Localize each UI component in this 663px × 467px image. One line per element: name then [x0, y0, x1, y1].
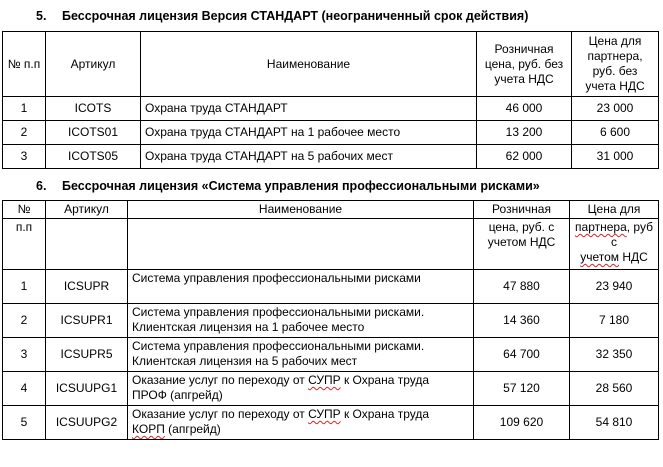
row-name-line2: (апгрейд)	[164, 422, 221, 436]
header-name: Наименование	[141, 32, 477, 97]
table-header-row	[3, 32, 659, 97]
header-retail: Розничная цена, руб. без учета НДС	[477, 32, 572, 97]
header-article: Артикул	[46, 201, 128, 219]
row-article: ICSUUPG2	[46, 406, 128, 440]
row-num: 3	[3, 145, 46, 169]
row-name-line1: Система управления профессиональными рисками	[132, 271, 421, 285]
row-name: Охрана труда СТАНДАРТ на 1 рабочее место	[141, 121, 477, 145]
row-retail: 64 700	[474, 338, 570, 372]
row-retail: 13 200	[477, 121, 572, 145]
row-num: 3	[3, 338, 46, 372]
row-name-line1: Система управления профессиональными рисками.	[132, 339, 425, 353]
row-name: Охрана труда СТАНДАРТ на 5 рабочих мест	[141, 145, 477, 169]
row-retail: 14 360	[474, 304, 570, 338]
row-name-line1: Система управления профессиональными рисками.	[132, 305, 425, 319]
header-num: № п.п	[3, 32, 46, 97]
row-name-line2: Клиентская лицензия на 1 рабочее место	[132, 320, 365, 334]
row-name-korp: КОРП	[132, 422, 165, 436]
section-5-number: 5.	[36, 9, 47, 23]
row-article: ICSUUPG1	[46, 372, 128, 406]
row-name-line2: Клиентская лицензия на 5 рабочих мест	[132, 354, 358, 368]
header-partner-a: Цена для	[570, 201, 659, 219]
header-partner-b	[570, 219, 659, 270]
section-5-title: Бессрочная лицензия Версия СТАНДАРТ (неограниченный срок действия)	[62, 9, 529, 23]
table-row	[3, 338, 659, 372]
section-6-title: Бессрочная лицензия «Система управления профессиональными рисками»	[62, 179, 540, 193]
partner-including: учетом	[580, 250, 619, 264]
header-retail-b: цена, руб. с учетом НДС	[474, 219, 570, 270]
header-retail-a: Розничная	[474, 201, 570, 219]
row-article: ICSUPR	[46, 270, 128, 304]
row-retail: 47 880	[474, 270, 570, 304]
row-article: ICOTS05	[46, 145, 141, 169]
row-num: 2	[3, 304, 46, 338]
row-retail: 57 120	[474, 372, 570, 406]
table-row	[3, 97, 659, 121]
table-row	[3, 270, 659, 304]
header-partner: Цена для партнера, руб. без учета НДС	[572, 32, 659, 97]
row-partner: 23 000	[572, 97, 659, 121]
row-name	[128, 304, 474, 338]
row-partner: 32 350	[570, 338, 659, 372]
header-num-a: №	[3, 201, 46, 219]
table-row	[3, 121, 659, 145]
row-name-line2: ПРОФ (апгрейд)	[132, 388, 223, 402]
row-name-mid: к Охрана труда	[340, 407, 430, 421]
license-supr-table	[2, 200, 659, 440]
partner-rub: , руб с	[611, 220, 653, 249]
row-retail: 46 000	[477, 97, 572, 121]
table-header-row-2	[3, 219, 659, 270]
license-standard-table	[2, 31, 659, 169]
section-6-number: 6.	[36, 179, 47, 193]
row-name: Охрана труда СТАНДАРТ	[141, 97, 477, 121]
partner-word: партнера	[575, 220, 627, 234]
header-article: Артикул	[46, 32, 141, 97]
row-name-pre: Оказание услуг по переходу от	[132, 373, 309, 387]
row-article: ICSUPR5	[46, 338, 128, 372]
row-retail: 62 000	[477, 145, 572, 169]
row-partner: 31 000	[572, 145, 659, 169]
row-name-mid: к Охрана труда	[340, 373, 430, 387]
row-num: 1	[3, 270, 46, 304]
section-6-heading	[36, 179, 540, 193]
table-row	[3, 406, 659, 440]
row-partner: 7 180	[570, 304, 659, 338]
row-partner: 54 810	[570, 406, 659, 440]
row-name	[128, 338, 474, 372]
table-row	[3, 145, 659, 169]
table-row	[3, 304, 659, 338]
row-num: 1	[3, 97, 46, 121]
row-article: ICSUPR1	[46, 304, 128, 338]
row-article: ICOTS01	[46, 121, 141, 145]
header-name: Наименование	[128, 201, 474, 219]
row-retail: 109 620	[474, 406, 570, 440]
row-num: 2	[3, 121, 46, 145]
header-article-empty	[46, 219, 128, 270]
row-partner: 28 560	[570, 372, 659, 406]
row-name	[128, 372, 474, 406]
row-name-pre: Оказание услуг по переходу от	[132, 407, 309, 421]
row-name	[128, 406, 474, 440]
row-partner: 6 600	[572, 121, 659, 145]
row-partner: 23 940	[570, 270, 659, 304]
header-name-empty	[128, 219, 474, 270]
section-5-heading	[36, 9, 528, 23]
table-row	[3, 372, 659, 406]
row-article: ICOTS	[46, 97, 141, 121]
row-name-supr: СУПР	[308, 373, 341, 387]
row-name	[128, 270, 474, 304]
row-name-supr: СУПР	[308, 407, 341, 421]
partner-vat: НДС	[619, 250, 648, 264]
header-num-b: п.п	[3, 219, 46, 270]
row-num: 5	[3, 406, 46, 440]
table-header-row	[3, 201, 659, 219]
row-num: 4	[3, 372, 46, 406]
